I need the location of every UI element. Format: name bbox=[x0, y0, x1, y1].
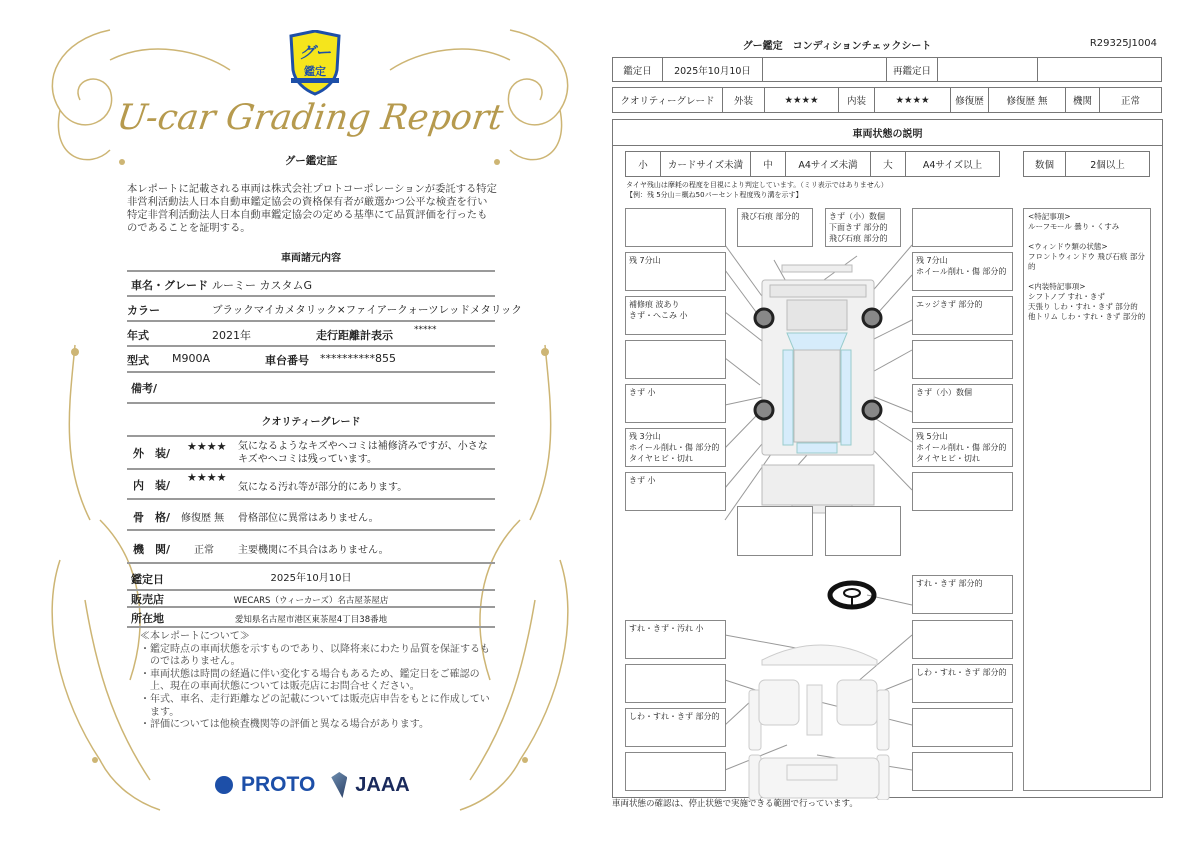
interior-box-left-2 bbox=[625, 664, 726, 703]
gu-kantei-logo bbox=[287, 30, 343, 96]
legend-small-desc: カードサイズ未満 bbox=[660, 151, 751, 177]
repair-value: 修復歴 無 bbox=[988, 87, 1066, 113]
exterior-box-left-7: きず 小 bbox=[625, 472, 726, 511]
chassis-number: **********855 bbox=[320, 352, 396, 365]
legend-medium-desc: A4サイズ未満 bbox=[785, 151, 871, 177]
svg-text:鑑定: 鑑定 bbox=[304, 65, 326, 78]
grading-date: 2025年10月10日 bbox=[662, 57, 763, 82]
exterior-box-bottom-1 bbox=[737, 506, 813, 556]
exterior-box-left-6: 残 3分山 ホイール削れ・傷 部分的 タイヤヒビ・切れ bbox=[625, 428, 726, 467]
note-item: 評価については他検査機関等の評価と異なる場合があります。 bbox=[150, 719, 429, 731]
grade-heading: クオリティーグレード bbox=[261, 417, 361, 428]
grade-desc: 気になるようなキズやヘコミは補修済みですが、小さなキズやヘコミは残っています。 bbox=[238, 441, 488, 465]
legend-several-desc: 2個以上 bbox=[1065, 151, 1150, 177]
exterior-stars: ★★★★ bbox=[764, 87, 839, 113]
grade-desc: 気になる汚れ等が部分的にあります。 bbox=[238, 482, 408, 493]
proto-logo: PROTO bbox=[241, 773, 316, 796]
exterior-box-left-3: 補修痕 波あり きず・へこみ 小 bbox=[625, 296, 726, 335]
interior-box-right-2 bbox=[912, 620, 1013, 659]
odometer-label: 走行距離計表示 bbox=[316, 329, 393, 342]
grade-label: 機 関/ bbox=[133, 543, 171, 556]
interior-box-left-4 bbox=[625, 752, 726, 791]
legend-large-desc: A4サイズ以上 bbox=[905, 151, 1000, 177]
specs-heading: 車両諸元内容 bbox=[281, 253, 341, 264]
certificate-title: グー鑑定証 bbox=[284, 155, 338, 167]
exterior-box-right-6: 残 5分山 ホイール削れ・傷 部分的 タイヤヒビ・切れ bbox=[912, 428, 1013, 467]
certificate-text: 本レポートに記載される車両は株式会社プロトコーポレーションが委託する特定非営利活動法人日本自動車鑑定協会の資格保有者が厳選かつ公平な検査を行い特定非営利活動法人日本自動車鑑定協会の定める基準にて品質評価を行ったものであることを証明する。 bbox=[127, 183, 497, 234]
redate-label: 再鑑定日 bbox=[886, 57, 938, 82]
legend-small: 小 bbox=[625, 151, 661, 177]
blank-cell bbox=[1037, 57, 1162, 82]
note-item: 年式、車名、走行距離などの記載については販売店申告をもとに作成しています。 bbox=[150, 693, 490, 718]
footer-note: 車両状態の確認は、停止状態で実施できる範囲で行っています。 bbox=[612, 799, 858, 809]
repair-label: 修復歴 bbox=[950, 87, 989, 113]
car-color: ブラックマイカメタリック×ファイアークォーツレッドメタリック bbox=[212, 304, 522, 316]
exterior-box-right-2: 残 7分山 ホイール削れ・傷 部分的 bbox=[912, 252, 1013, 291]
special-notes: <特記事項> ルーフモール 曇り・くすみ <ウィンドウ類の状態> フロントウィンドウ 飛び石痕 部分的 <内装特記事項> シフトノブ すれ・きず 天張り しわ・すれ・きず 部分的 他トリム しわ・すれ・きず 部分的 bbox=[1023, 208, 1151, 791]
shop-address: 愛知県名古屋市港区東茶屋4丁目38番地 bbox=[234, 615, 388, 625]
interior-box-left-3: しわ・すれ・きず 部分的 bbox=[625, 708, 726, 747]
model-label: 型式 bbox=[127, 354, 149, 367]
grade-value: ★★★★ bbox=[187, 471, 227, 484]
redate-value bbox=[937, 57, 1038, 82]
exterior-box-top-1: 飛び石痕 部分的 bbox=[737, 208, 813, 247]
interior-stars: ★★★★ bbox=[874, 87, 951, 113]
car-year: 2021年 bbox=[212, 329, 251, 342]
interior-label: 内装 bbox=[838, 87, 875, 113]
grade-desc: 主要機関に不具合はありません。 bbox=[238, 545, 389, 556]
grading-date: 2025年10月10日 bbox=[270, 573, 352, 584]
date-label: 鑑定日 bbox=[131, 573, 164, 586]
grade-value: ★★★★ bbox=[187, 440, 227, 453]
grade-label: 骨 格/ bbox=[133, 511, 171, 524]
legend-large: 大 bbox=[870, 151, 906, 177]
exterior-box-right-3: エッジきず 部分的 bbox=[912, 296, 1013, 335]
interior-box-left-1: すれ・きず・汚れ 小 bbox=[625, 620, 726, 659]
remarks-label: 備考/ bbox=[131, 382, 158, 395]
car-model: M900A bbox=[172, 352, 211, 365]
grade-label: クオリティーグレード bbox=[612, 87, 723, 113]
exterior-box-right-4 bbox=[912, 340, 1013, 379]
footer-logos bbox=[215, 772, 410, 798]
interior-box-right-5 bbox=[912, 752, 1013, 791]
exterior-box-left-1 bbox=[625, 208, 726, 247]
color-label: カラー bbox=[127, 304, 160, 317]
exterior-box-top-2: きず（小）数個 下面きず 部分的 飛び石痕 部分的 bbox=[825, 208, 901, 247]
report-title: U-car Grading Report bbox=[114, 98, 506, 138]
exterior-box-right-5: きず（小）数個 bbox=[912, 384, 1013, 423]
grade-value: 正常 bbox=[194, 545, 214, 556]
odometer: ***** bbox=[414, 325, 437, 335]
exterior-box-right-1 bbox=[912, 208, 1013, 247]
shop-label: 販売店 bbox=[131, 593, 164, 606]
grade-label: 外 装/ bbox=[133, 447, 171, 460]
grade-desc: 骨格部位に異常はありません。 bbox=[238, 513, 379, 524]
tire-example: 【例：残 5分山＝概ね50パーセント程度残り溝を示す】 bbox=[626, 191, 803, 199]
engine-label: 機関 bbox=[1065, 87, 1100, 113]
car-name: ルーミー カスタムG bbox=[212, 279, 313, 292]
date-label: 鑑定日 bbox=[612, 57, 663, 82]
chassis-label: 車台番号 bbox=[265, 354, 309, 367]
exterior-box-right-7 bbox=[912, 472, 1013, 511]
note-item: 鑑定時点の車両状態を示すものであり、以降将来にわたり品質を保証するものではありません。 bbox=[150, 643, 490, 668]
exterior-box-bottom-2 bbox=[825, 506, 901, 556]
exterior-box-left-2: 残 7分山 bbox=[625, 252, 726, 291]
jaaa-logo: JAAA bbox=[355, 773, 410, 796]
svg-text:グー: グー bbox=[298, 43, 332, 62]
shop-name: WECARS（ウィーカーズ）名古屋茶屋店 bbox=[233, 596, 389, 606]
notes-heading: ≪本レポートについて≫ bbox=[140, 631, 250, 642]
engine-value: 正常 bbox=[1099, 87, 1162, 113]
jaaa-logo-icon bbox=[331, 772, 347, 798]
interior-box-right-3: しわ・すれ・きず 部分的 bbox=[912, 664, 1013, 703]
interior-box-right-4 bbox=[912, 708, 1013, 747]
section-title: 車両状態の説明 bbox=[612, 119, 1163, 146]
interior-box-right-1: すれ・きず 部分的 bbox=[912, 575, 1013, 614]
legend-medium: 中 bbox=[750, 151, 786, 177]
grade-label: 内 装/ bbox=[133, 479, 171, 492]
blank-cell bbox=[762, 57, 887, 82]
grade-value: 修復歴 無 bbox=[181, 513, 225, 524]
exterior-box-left-5: きず 小 bbox=[625, 384, 726, 423]
doc-id: R29325J1004 bbox=[1089, 38, 1157, 49]
report-notes: ≪本レポートについて≫ ・ 鑑定時点の車両状態を示すものであり、以降将来にわたり品質を保証するものではありません。 ・ 車両状態は時間の経過に伴い変化する場合もあるため、鑑定日をご確認の上、現在の車両状態については販売店にお問合せください。 ・ 年式、車名、走行距離などの記載については販売店申告をもとに作成しています。 ・ 評価については他検査機関等の評価と異なる場合があります。 bbox=[140, 631, 495, 732]
note-item: 車両状態は時間の経過に伴い変化する場合もあるため、鑑定日をご確認の上、現在の車両状態については販売店にお問合せください。 bbox=[150, 668, 480, 693]
legend-several: 数個 bbox=[1023, 151, 1066, 177]
proto-logo-icon bbox=[215, 776, 233, 794]
exterior-label: 外装 bbox=[722, 87, 765, 113]
year-label: 年式 bbox=[127, 329, 149, 342]
name-label: 車名・グレード bbox=[131, 279, 208, 292]
address-label: 所在地 bbox=[131, 612, 164, 625]
tire-note: タイヤ残山は摩耗の程度を目視により判定しています。（ミリ表示ではありません） bbox=[626, 181, 888, 189]
exterior-box-left-4 bbox=[625, 340, 726, 379]
sheet-title: グー鑑定 コンディションチェックシート bbox=[742, 41, 932, 52]
